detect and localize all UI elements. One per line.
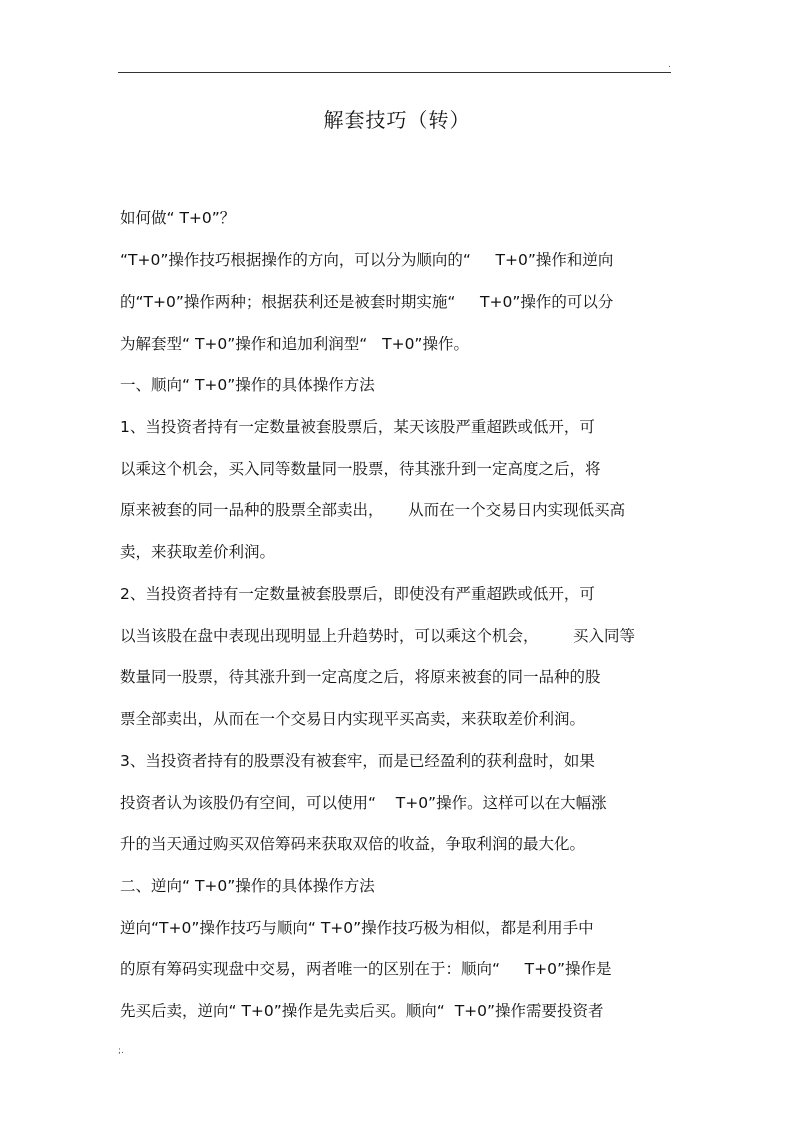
body-line: 的原有筹码实现盘中交易，两者唯一的区别在于：顺向“ T+0”操作是 (120, 960, 612, 978)
body-line: 3、当投资者持有的股票没有被套牢，而是已经盈利的获利盘时，如果 (120, 752, 595, 770)
section-heading: 一、顺向“ T+0”操作的具体操作方法 (120, 376, 375, 394)
body-line: 先买后卖，逆向“ T+0”操作是先卖后买。顺向“ T+0”操作需要投资者 (120, 1002, 604, 1020)
body-line: 的“T+0”操作两种；根据获利还是被套时期实施“ T+0”操作的可以分 (120, 293, 614, 311)
body-line: 1、当投资者持有一定数量被套股票后，某天该股严重超跌或低开，可 (120, 418, 595, 436)
body-line: 数量同一股票，待其涨升到一定高度之后，将原来被套的同一品种的股 (120, 668, 601, 686)
body-line: 2、当投资者持有一定数量被套股票后，即使没有严重超跌或低开，可 (120, 585, 595, 603)
body-line: 逆向“T+0”操作技巧与顺向“ T+0”操作技巧极为相似，都是利用手中 (120, 919, 594, 937)
body-line: 投资者认为该股仍有空间，可以使用“ T+0”操作。这样可以在大幅涨 (120, 794, 607, 812)
body-line: 原来被套的同一品种的股票全部卖出， 从而在一个交易日内实现低买高 (120, 501, 626, 519)
body-line: 升的当天通过购买双倍筹码来获取双倍的收益，争取利润的最大化。 (120, 835, 586, 853)
header-rule (118, 72, 671, 73)
body-line: “T+0”操作技巧根据操作的方向，可以分为顺向的“ T+0”操作和逆向 (120, 251, 614, 269)
body-line: 票全部卖出，从而在一个交易日内实现平买高卖，来获取差价利润。 (120, 710, 586, 728)
header-mark: . (668, 60, 671, 70)
body-line: 如何做“ T+0”？ (120, 209, 236, 227)
page-title: 解套技巧（转） (323, 108, 471, 132)
body-line: 卖，来获取差价利润。 (120, 543, 276, 561)
section-heading: 二、逆向“ T+0”操作的具体操作方法 (120, 877, 375, 895)
body-line: 为解套型“ T+0”操作和追加利润型“ T+0”操作。 (120, 335, 469, 353)
body-line: 以乘这个机会，买入同等数量同一股票，待其涨升到一定高度之后，将 (120, 460, 601, 478)
footer-mark: ;. (118, 1046, 124, 1056)
body-line: 以当该股在盘中表现出现明显上升趋势时，可以乘这个机会， 买入同等 (120, 627, 635, 645)
